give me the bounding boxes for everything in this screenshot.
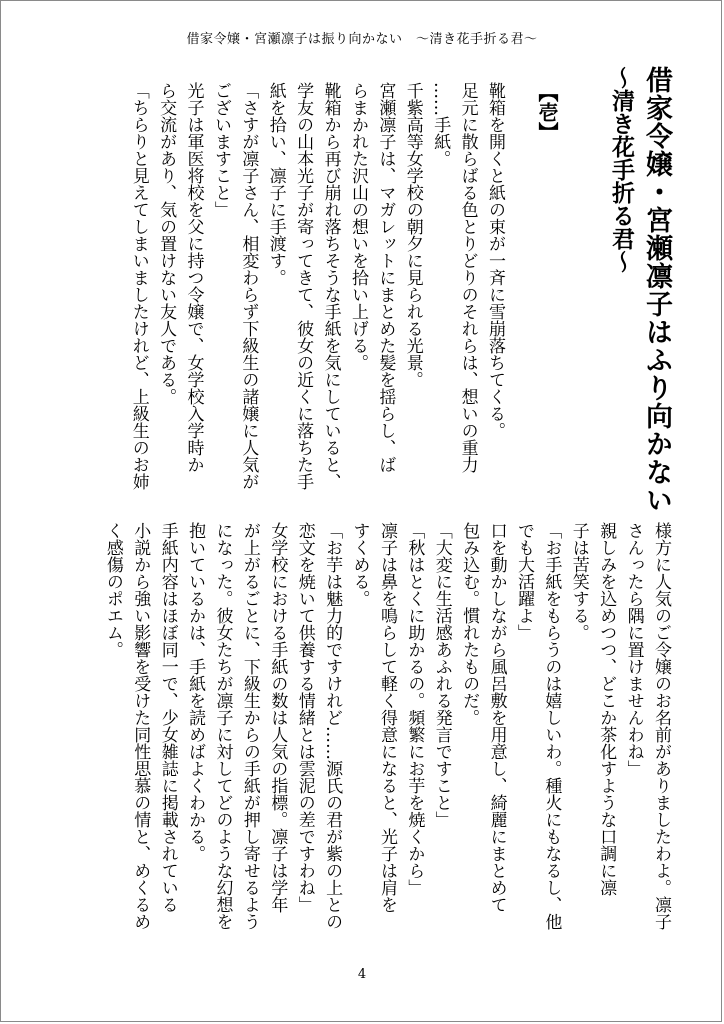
text-line: 恋文を焼いて供養する情緒とは雲泥の差ですわね」 <box>294 522 315 913</box>
text-line: でも大活躍よ」 <box>513 522 534 641</box>
text-line: 口を動かしながら風呂敷を用意し、綺麗にまとめて <box>486 522 507 913</box>
text-line: 靴箱を開くと紙の束が一斉に雪崩落ちてくる。 <box>485 82 505 439</box>
running-header: 借家令嬢・宮瀬凛子は振り向かない 〜清き花手折る君〜 <box>186 32 538 47</box>
text-line: 抱いているかは、手紙を読めばよくわかる。 <box>185 522 206 862</box>
body-text-lower <box>98 522 674 942</box>
text-line: すくめる。 <box>349 522 370 607</box>
text-line: ……手紙。 <box>430 82 451 167</box>
chapter-heading <box>532 82 562 142</box>
text-line: 小説から強い影響を受けた同性思慕の情と、めくるめ <box>130 522 151 930</box>
text-line: 女学校における手紙の数は人気の指標。凛子は学年 <box>267 522 288 913</box>
text-line: 包み込む。慣れたものだ。 <box>459 522 480 726</box>
text-line: 光子は軍医将校を父に持つ令嬢で、女学校入学時か <box>183 82 204 473</box>
text-line: 「秋はとくに助かるの。頻繁にお芋を焼くから」 <box>404 522 425 896</box>
text-line: ございますこと」 <box>210 82 231 218</box>
text-line: 紙を拾い、凛子に手渡す。 <box>265 82 286 286</box>
text-line: 宮瀬凛子は、マガレットにまとめた髪を揺らし、ば <box>375 82 396 473</box>
text-line: 千紫高等女学校の朝夕に見られる光景。 <box>402 82 423 388</box>
text-line: 学友の山本光子が寄ってきて、彼女の近くに落ちた手 <box>293 82 314 490</box>
text-line: 足元に散らばる色とりどりのそれらは、想いの重力 <box>457 82 478 473</box>
book-title: 借家令嬢・宮瀬凛子はふり向かない <box>641 66 672 514</box>
body-text-upper <box>124 82 508 502</box>
text-line: 「ちらりと見えてしまいましたけれど、上級生のお姉 <box>128 82 149 490</box>
text-line: 凛子は鼻を鳴らして軽く得意になると、光子は肩を <box>376 522 397 913</box>
title-block <box>604 66 674 514</box>
text-line: 手紙内容はほぼ同一で、少女雑誌に掲載されている <box>157 522 178 913</box>
text-line: 様方に人気のご令嬢のお名前がありましたわよ。凛子 <box>651 522 671 930</box>
text-line: さんったら隅に置けませんわね」 <box>623 522 644 777</box>
text-line: ら交流があり、気の置けない友人である。 <box>156 82 177 405</box>
text-line: が上がるごとに、下級生からの手紙が押し寄せるよう <box>239 522 260 930</box>
text-line: らまかれた沢山の想いを拾い上げる。 <box>347 82 368 371</box>
text-line: 親しみを込めつつ、どこか茶化すような口調に凛 <box>596 522 617 896</box>
text-line: 「お手紙をもらうのは嬉しいわ。種火にもなるし、他 <box>541 522 562 930</box>
text-line: 「お芋は魅力的ですけれど……源氏の君が紫の上との <box>322 522 343 930</box>
text-line: 「大変に生活感あふれる発言ですこと」 <box>431 522 452 828</box>
text-line: 靴箱から再び崩れ落ちそうな手紙を気にしていると、 <box>320 82 341 490</box>
page-number: 4 <box>357 967 367 982</box>
text-line: になった。彼女たちが凛子に対してどのような幻想を <box>212 522 233 930</box>
text-line: く感傷のポエム。 <box>102 522 123 658</box>
book-subtitle: 〜清き花手折る君〜 <box>608 66 634 273</box>
chapter-mark: 【壱】 <box>535 82 559 142</box>
text-line: 子は苦笑する。 <box>568 522 589 641</box>
text-line: 「さすが凛子さん、相変わらず下級生の諸嬢に人気が <box>238 82 259 490</box>
